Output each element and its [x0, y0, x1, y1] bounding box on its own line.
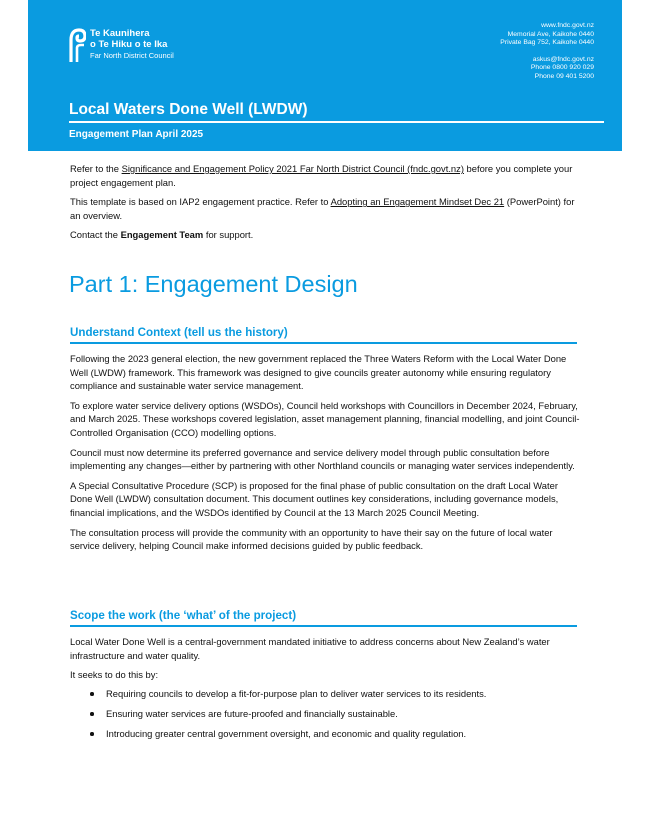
document-title: Local Waters Done Well (LWDW)	[69, 101, 308, 118]
contact-website[interactable]: www.fndc.govt.nz	[541, 22, 594, 29]
document-subtitle: Engagement Plan April 2025	[69, 129, 204, 140]
context-paragraph: A Special Consultative Procedure (SCP) is proposed for the final phase of public consultation on the draft Local Water Done Well (LWDW) consultation document. This document outlines key considerations, including governance models, financial implications, and the WSDOs identified by Council at the 13 March 2025 Council Meeting.	[70, 479, 559, 518]
contact-block	[500, 22, 594, 82]
scope-paragraph: It seeks to do this by:	[70, 669, 159, 681]
header-banner	[28, 0, 622, 151]
contact-email[interactable]: askus@fndc.govt.nz	[532, 55, 594, 63]
significance-policy-link[interactable]: Significance and Engagement Policy 2021 Far North District Council (fndc.govt.nz)	[121, 163, 464, 174]
intro-paragraph-1: Refer to the Significance and Engagement Policy 2021 Far North District Council (fndc.govt.nz) before you complete your project engagement plan.	[70, 163, 573, 188]
context-body	[70, 352, 580, 553]
part-1-heading: Part 1: Engagement Design	[69, 271, 358, 297]
context-paragraph: To explore water service delivery options (WSDOs), Council held workshops with Councillors in December 2024, February, and March 2025. These workshops covered legislation, asset management planning, financial modelling, and joint Council-Controlled Organisation (CCO) modelling options.	[70, 399, 580, 438]
context-heading: Understand Context (tell us the history)	[70, 326, 577, 344]
scope-body	[70, 635, 580, 682]
list-item: Introducing greater central government oversight, and economic and quality regulation.	[70, 727, 580, 747]
council-logo	[68, 28, 178, 68]
intro-paragraph-2: This template is based on IAP2 engagement practice. Refer to Adopting an Engagement Mindset Dec 21 (PowerPoint) for an overview.	[70, 196, 575, 221]
engagement-team-label: Engagement Team	[120, 229, 204, 241]
contact-street-address: Memorial Ave, Kaikohe 0440	[507, 30, 594, 38]
scope-heading: Scope the work (the ‘what’ of the project)	[70, 609, 577, 627]
intro-section	[70, 162, 580, 242]
intro-paragraph-3: Contact the Engagement Team for support.	[70, 229, 254, 241]
engagement-mindset-link[interactable]: Adopting an Engagement Mindset Dec 21	[330, 196, 505, 208]
scope-bullet-list	[70, 687, 580, 747]
council-logo-icon	[68, 28, 86, 62]
list-item: Requiring councils to develop a fit-for-purpose plan to deliver water services to its residents.	[70, 687, 580, 707]
context-paragraph: Council must now determine its preferred governance and service delivery model through public consultation before implementing any changes—either by partnering with other Northland councils or managing water services independently.	[70, 446, 575, 472]
contact-phone-freephone: Phone 0800 920 029	[530, 64, 594, 72]
context-paragraph: The consultation process will provide the community with an opportunity to have their say on the future of local water service delivery, helping Council make informed decisions guided by public feedback.	[70, 526, 553, 552]
list-item: Ensuring water services are future-proofed and financially sustainable.	[70, 707, 580, 727]
logo-line-3: Far North District Council	[90, 51, 174, 60]
title-divider	[69, 121, 604, 123]
logo-line-2: o Te Hiku o te Ika	[90, 39, 168, 50]
context-paragraph: Following the 2023 general election, the new government replaced the Three Waters Reform with the Local Water Done Well (LWDW) framework. This framework was designed to give councils greater autonomy while ensuring regulatory compliance and sustainable water service management.	[70, 353, 567, 392]
council-logo-text	[90, 28, 174, 61]
contact-phone: Phone 09 401 5200	[534, 72, 594, 80]
scope-paragraph: Local Water Done Well is a central-government mandated initiative to address concerns about New Zealand’s water infrastructure and water quality.	[70, 636, 550, 661]
contact-postal-address: Private Bag 752, Kaikohe 0440	[500, 39, 594, 47]
logo-line-1: Te Kaunihera	[90, 28, 150, 39]
